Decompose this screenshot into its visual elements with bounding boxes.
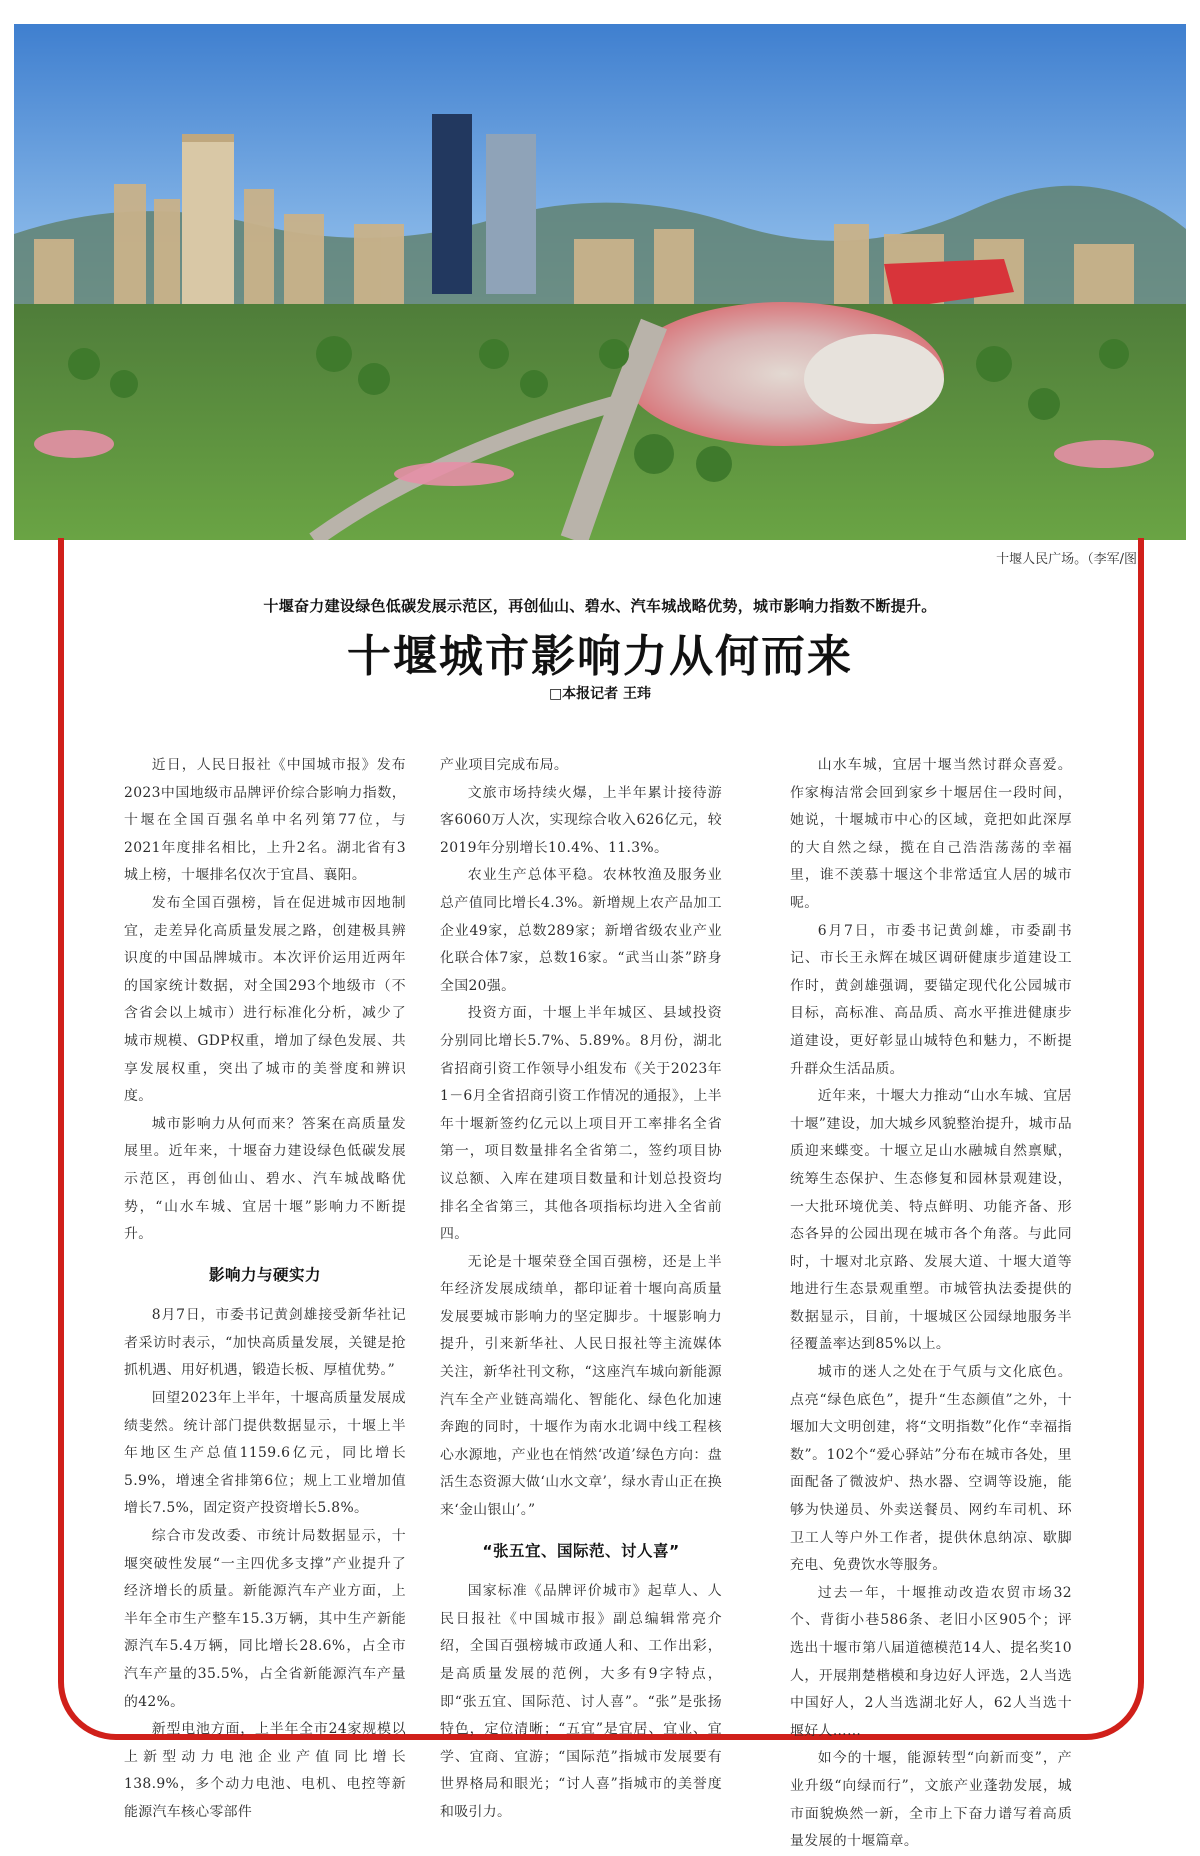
article-column-1 — [124, 752, 406, 1827]
paragraph: 文旅市场持续火爆，上半年累计接待游客6060万人次，实现综合收入626亿元，较2019年分别增长10.4%、11.3%。 — [440, 784, 722, 856]
article-column-2 — [440, 752, 722, 1827]
panorama-illustration — [14, 24, 1186, 540]
paragraph: 综合市发改委、市统计局数据显示，十堰突破性发展“一主四优多支撑”产业提升了经济增长的质量。新能源汽车产业方面，上半年全市生产整车15.3万辆，其中生产新能源汽车5.4万辆，同比增长28.6%，占全市汽车产量的35.5%，占全省新能源汽车产量的42%。 — [124, 1528, 406, 1710]
paragraph: 城市的迷人之处在于气质与文化底色。点亮“绿色底色”，提升“生态颜值”之外，十堰加大文明创建，将“文明指数”化作“幸福指数”。102个“爱心驿站”分布在城市各处，里面配备了微波炉、热水器、空调等设施，能够为快递员、外卖送餐员、网约车司机、环卫工人等户外工作者，提供休息纳凉、歇脚充电、免费饮水等服务。 — [790, 1364, 1072, 1574]
paragraph: 山水车城，宜居十堰当然讨群众喜爱。作家梅洁常会回到家乡十堰居住一段时间，她说，十堰城市中心的区域，竟把如此深厚的大自然之绿，揽在自己浩浩荡荡的幸福里，谁不羡慕十堰这个非常适宜人居的城市呢。 — [790, 757, 1072, 911]
article-subheadline: 十堰奋力建设绿色低碳发展示范区，再创仙山、碧水、汽车城战略优势，城市影响力指数不断提升。 — [263, 597, 937, 615]
paragraph: 近日，人民日报社《中国城市报》发布2023中国地级市品牌评价综合影响力指数，十堰在全国百强名单中名列第77位，与2021年度排名相比，上升2名。湖北省有3城上榜，十堰排名仅次于宜昌、襄阳。 — [124, 757, 406, 884]
section-heading: 影响力与硬实力 — [208, 1265, 321, 1284]
paragraph: 过去一年，十堰推动改造农贸市场32个、背街小巷586条、老旧小区905个；评选出十堰市第八届道德模范14人、提名奖10人，开展荆楚楷模和身边好人评选，2人当选中国好人，2人当选湖北好人，62人当选十堰好人…… — [790, 1584, 1072, 1739]
paragraph: 6月7日，市委书记黄剑雄，市委副书记、市长王永辉在城区调研健康步道建设工作时，黄剑雄强调，要锚定现代化公园城市目标，高标准、高品质、高水平推进健康步道建设，更好彰显山城特色和魅力，不断提升群众生活品质。 — [790, 922, 1072, 1077]
section-heading: “张五宜、国际范、讨人喜” — [482, 1541, 680, 1560]
city-panorama-photo — [14, 24, 1186, 540]
paragraph: 无论是十堰荣登全国百强榜，还是上半年经济发展成绩单，都印证着十堰向高质量发展要城市影响力的坚定脚步。十堰影响力提升，引来新华社、人民日报社等主流媒体关注，新华社刊文称，“这座汽车城向新能源汽车全产业链高端化、智能化、绿色化加速奔跑的同时，十堰作为南水北调中线工程核心水源地，产业也在悄然‘改道’绿色方向：盘活生态资源大做‘山水文章’，绿水青山正在换来‘金山银山’。” — [440, 1253, 722, 1519]
paragraph: 回望2023年上半年，十堰高质量发展成绩斐然。统计部门提供数据显示，十堰上半年地区生产总值1159.6亿元，同比增长5.9%，增速全省排第6位；规上工业增加值增长7.5%，固定资产投资增长5.8%。 — [124, 1390, 406, 1517]
article-headline: 十堰城市影响力从何而来 — [347, 631, 853, 682]
paragraph: 如今的十堰，能源转型“向新而变”，产业升级“向绿而行”，文旅产业蓬勃发展，城市面貌焕然一新，全市上下奋力谱写着高质量发展的十堰篇章。 — [790, 1750, 1072, 1850]
paragraph: 国家标准《品牌评价城市》起草人、人民日报社《中国城市报》副总编辑常亮介绍，全国百强榜城市政通人和、工作出彩，是高质量发展的范例，大多有9字特点，即“张五宜、国际范、讨人喜”。“张”是张扬特色，定位清晰；“五宜”是宜居、宜业、宜学、宜商、宜游；“国际范”指城市发展要有世界格局和眼光；“讨人喜”指城市的美誉度和吸引力。 — [440, 1583, 722, 1820]
photo-caption: 十堰人民广场。（李军/图） — [996, 552, 1150, 567]
paragraph: 农业生产总体平稳。农林牧渔及服务业总产值同比增长4.3%。新增规上农产品加工企业49家，总数289家；新增省级农业产业化联合体7家，总数16家。“武当山茶”跻身全国20强。 — [440, 867, 722, 994]
paragraph: 近年来，十堰大力推动“山水车城、宜居十堰”建设，加大城乡风貌整治提升，城市品质迎来蝶变。十堰立足山水融城自然禀赋，统筹生态保护、生态修复和园林景观建设，一大批环境优美、特点鲜明、功能齐备、形态各异的公园出现在城市各个角落。与此同时，十堰对北京路、发展大道、十堰大道等地进行生态景观重塑。市城管执法委提供的数据显示，目前，十堰城区公园绿地服务半径覆盖率达到85%以上。 — [790, 1088, 1072, 1353]
paragraph: 发布全国百强榜，旨在促进城市因地制宜，走差异化高质量发展之路，创建极具辨识度的中国品牌城市。本次评价运用近两年的国家统计数据，对全国293个地级市（不含省会以上城市）进行标准化分析，减少了城市规模、GDP权重，增加了绿色发展、共享发展权重，突出了城市的美誉度和辨识度。 — [124, 894, 406, 1105]
paragraph: 城市影响力从何而来？答案在高质量发展里。近年来，十堰奋力建设绿色低碳发展示范区，再创仙山、碧水、汽车城战略优势，“山水车城、宜居十堰”影响力不断提升。 — [124, 1115, 406, 1243]
paragraph: 新型电池方面，上半年全市24家规模以上新型动力电池企业产值同比增长138.9%，多个动力电池、电机、电控等新能源汽车核心零部件 — [124, 1721, 406, 1820]
article-byline: □本报记者 王玮 — [548, 686, 652, 702]
paragraph: 8月7日，市委书记黄剑雄接受新华社记者采访时表示，“加快高质量发展，关键是抢抓机遇、用好机遇，锻造长板、厚植优势。” — [124, 1307, 406, 1379]
article-column-3 — [790, 752, 1072, 1856]
paragraph: 投资方面，十堰上半年城区、县域投资分别同比增长5.7%、5.89%。8月份，湖北省招商引资工作领导小组发布《关于2023年1－6月全省招商引资工作情况的通报》，上半年十堰新签约亿元以上项目开工率排名全省第一，项目数量排名全省第二，签约项目协议总额、入库在建项目数量和计划总投资均排名全省第三，其他各项指标均进入全省前四。 — [440, 1005, 722, 1243]
paragraph: 产业项目完成布局。 — [440, 757, 569, 773]
